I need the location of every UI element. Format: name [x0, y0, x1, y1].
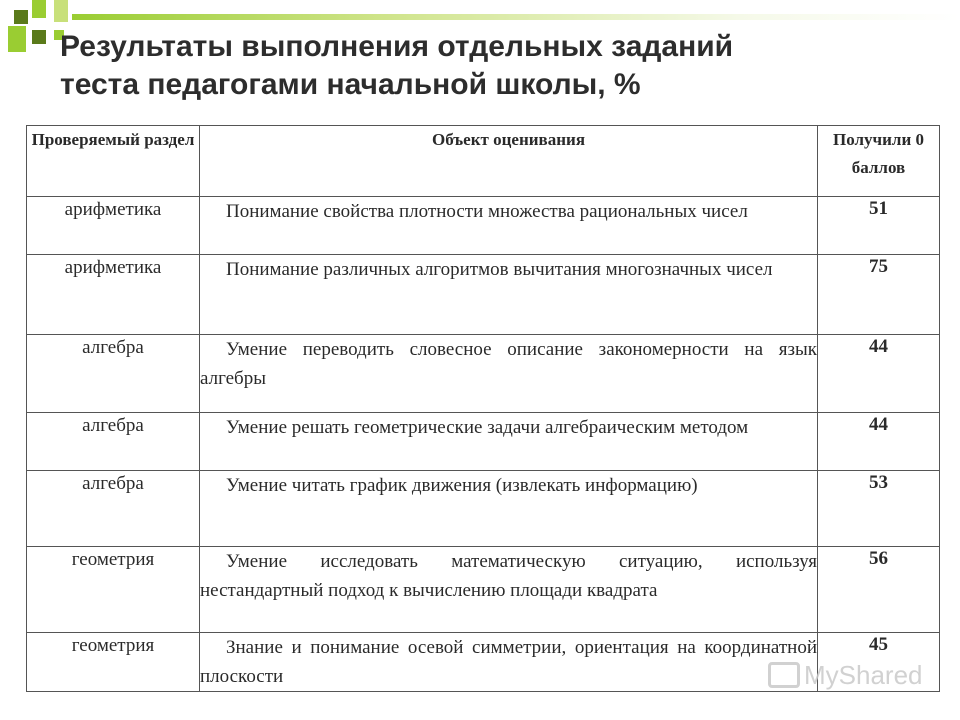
object-text: Умение решать геометрические задачи алгебраическим методом: [226, 417, 749, 438]
object-text: Умение читать график движения (извлекать информацию): [226, 475, 698, 496]
table-row: [27, 335, 940, 413]
decor-square: [14, 10, 28, 24]
cell-zero-score: 56: [818, 547, 940, 633]
decor-square: [32, 0, 46, 18]
object-text: Понимание свойства плотности множества рациональных чисел: [226, 201, 748, 222]
watermark-text: MyShared: [804, 660, 923, 690]
object-text: Умение исследовать математическую ситуацию, используя нестандартный подход к вычислению площади квадрата: [200, 551, 817, 601]
object-text: Понимание различных алгоритмов вычитания многозначных чисел: [226, 259, 773, 280]
table-row: [27, 255, 940, 335]
decor-square: [54, 0, 68, 22]
table-header-row: [27, 126, 940, 197]
cell-section: арифметика: [27, 255, 200, 335]
watermark-icon: [768, 662, 800, 688]
watermark: [768, 660, 923, 691]
cell-zero-score: 44: [818, 413, 940, 471]
header-section: Проверяемый раздел: [27, 126, 200, 197]
cell-object: [200, 413, 818, 471]
cell-zero-score: 44: [818, 335, 940, 413]
title-accent-bar: [72, 14, 960, 20]
cell-object: [200, 335, 818, 413]
decor-square: [8, 26, 26, 52]
object-text: Умение переводить словесное описание закономерности на язык алгебры: [200, 339, 817, 389]
cell-zero-score: 51: [818, 197, 940, 255]
cell-object: [200, 547, 818, 633]
cell-section: алгебра: [27, 335, 200, 413]
slide-title-line1: Результаты выполнения отдельных заданий: [60, 30, 734, 63]
slide-title-line2: теста педагогами начальной школы, %: [60, 68, 641, 101]
cell-object: [200, 633, 818, 692]
table-row: [27, 413, 940, 471]
cell-zero-score: 75: [818, 255, 940, 335]
slide-title: [60, 28, 920, 104]
header-zero-score: Получили 0 баллов: [818, 126, 940, 197]
decor-square: [32, 30, 46, 44]
cell-object: [200, 471, 818, 547]
cell-section: алгебра: [27, 413, 200, 471]
cell-section: геометрия: [27, 633, 200, 692]
cell-zero-score: 53: [818, 471, 940, 547]
cell-section: арифметика: [27, 197, 200, 255]
cell-object: [200, 255, 818, 335]
cell-section: геометрия: [27, 547, 200, 633]
table-row: [27, 547, 940, 633]
table-row: [27, 471, 940, 547]
object-text: Знание и понимание осевой симметрии, ориентация на координатной плоскости: [200, 637, 817, 687]
results-table: [26, 125, 940, 692]
table-row: [27, 197, 940, 255]
cell-section: алгебра: [27, 471, 200, 547]
header-object: Объект оценивания: [200, 126, 818, 197]
cell-zero-score: 45: [818, 633, 940, 692]
cell-object: [200, 197, 818, 255]
